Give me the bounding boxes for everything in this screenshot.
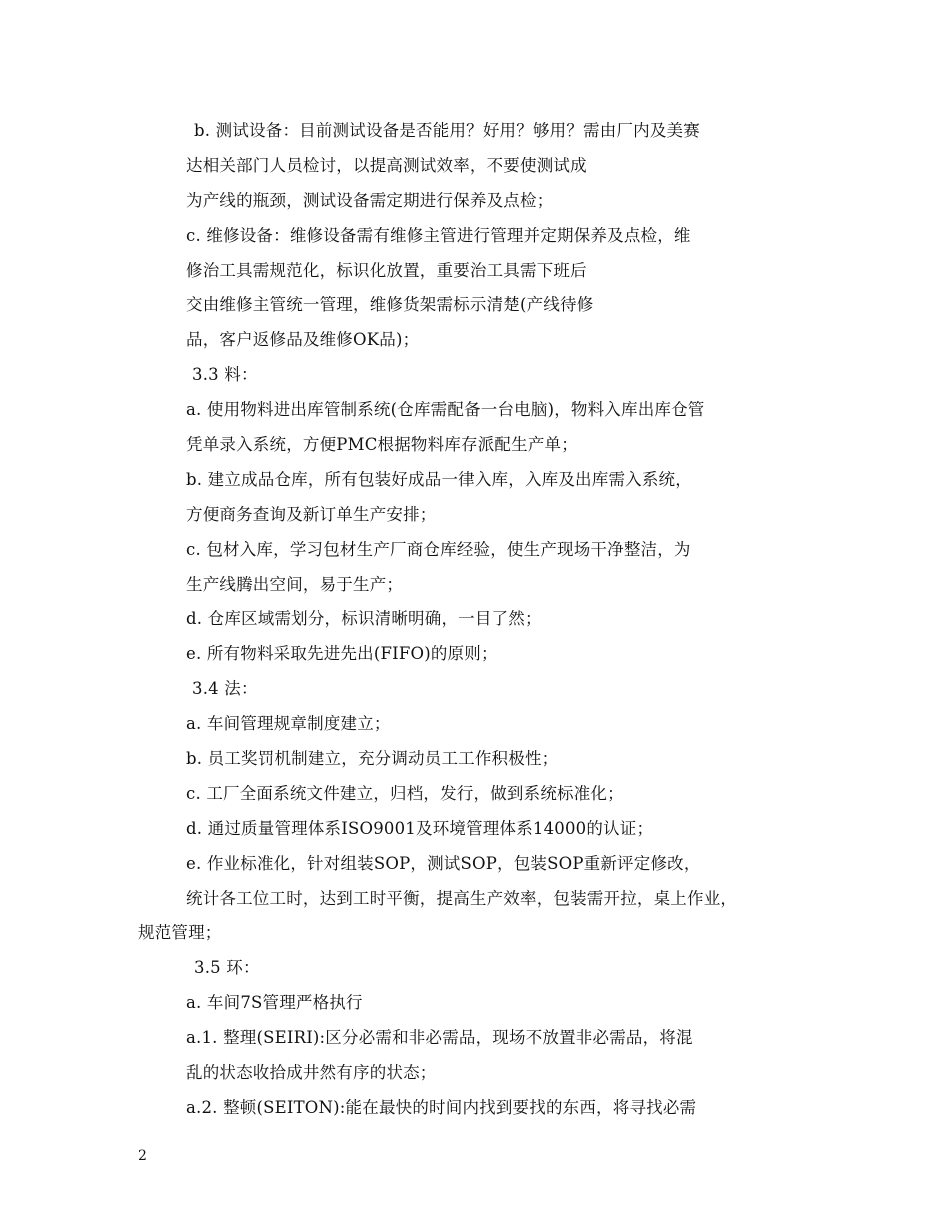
section-heading: 3.5 环： <box>194 958 260 977</box>
text-line: a.1. 整理(SEIRI):区分必需和非必需品，现场不放置非必需品，将混 <box>186 1028 693 1047</box>
text-line: d. 通过质量管理体系ISO9001及环境管理体系14000的认证； <box>186 819 654 838</box>
text-line: c. 维修设备：维修设备需有维修主管进行管理并定期保养及点检，维 <box>186 226 691 245</box>
text-line: e. 所有物料采取先进先出(FIFO)的原则； <box>186 644 498 663</box>
text-line: d. 仓库区域需划分，标识清晰明确，一目了然； <box>186 609 542 628</box>
text-line: 凭单录入系统，方便PMC根据物料库存派配生产单； <box>186 435 578 454</box>
text-line: a.2. 整顿(SEITON):能在最快的时间内找到要找的东西，将寻找必需 <box>186 1098 697 1117</box>
text-line: 方便商务查询及新订单生产安排； <box>186 505 437 524</box>
section-heading: 3.3 料： <box>192 365 258 384</box>
text-line: 统计各工位工时，达到工时平衡，提高生产效率，包装需开拉，桌上作业， <box>186 889 738 908</box>
text-line: a. 车间管理规章制度建立； <box>186 714 391 733</box>
text-line: c. 工厂全面系统文件建立，归档，发行，做到系统标准化； <box>186 784 624 803</box>
text-line: 规范管理； <box>138 923 222 942</box>
text-line: 达相关部门人员检讨，以提高测试效率，不要使测试成 <box>186 156 587 175</box>
text-line: 乱的状态收拾成井然有序的状态； <box>186 1063 437 1082</box>
section-heading: 3.4 法： <box>192 679 258 698</box>
text-line: 品，客户返修品及维修OK品)； <box>186 330 420 349</box>
text-line: b. 员工奖罚机制建立，充分调动员工工作积极性； <box>186 749 559 768</box>
text-line: e. 作业标准化，针对组装SOP，测试SOP，包装SOP重新评定修改， <box>186 854 701 873</box>
text-line: a. 使用物料进出库管制系统(仓库需配备一台电脑)，物料入库出库仓管 <box>186 400 705 419</box>
text-line: b. 测试设备：目前测试设备是否能用？好用？够用？需由厂内及美赛 <box>194 121 700 140</box>
text-line: a. 车间7S管理严格执行 <box>186 993 363 1012</box>
text-line: 生产线腾出空间，易于生产； <box>186 575 404 594</box>
text-line: 为产线的瓶颈，测试设备需定期进行保养及点检； <box>186 191 554 210</box>
page-number: 2 <box>138 1148 147 1164</box>
text-line: b. 建立成品仓库，所有包装好成品一律入库，入库及出库需入系统， <box>186 470 692 489</box>
text-line: c. 包材入库，学习包材生产厂商仓库经验，使生产现场干净整洁，为 <box>186 540 691 559</box>
text-line: 修治工具需规范化，标识化放置，重要治工具需下班后 <box>186 261 587 280</box>
text-line: 交由维修主管统一管理，维修货架需标示清楚(产线待修 <box>186 295 594 314</box>
